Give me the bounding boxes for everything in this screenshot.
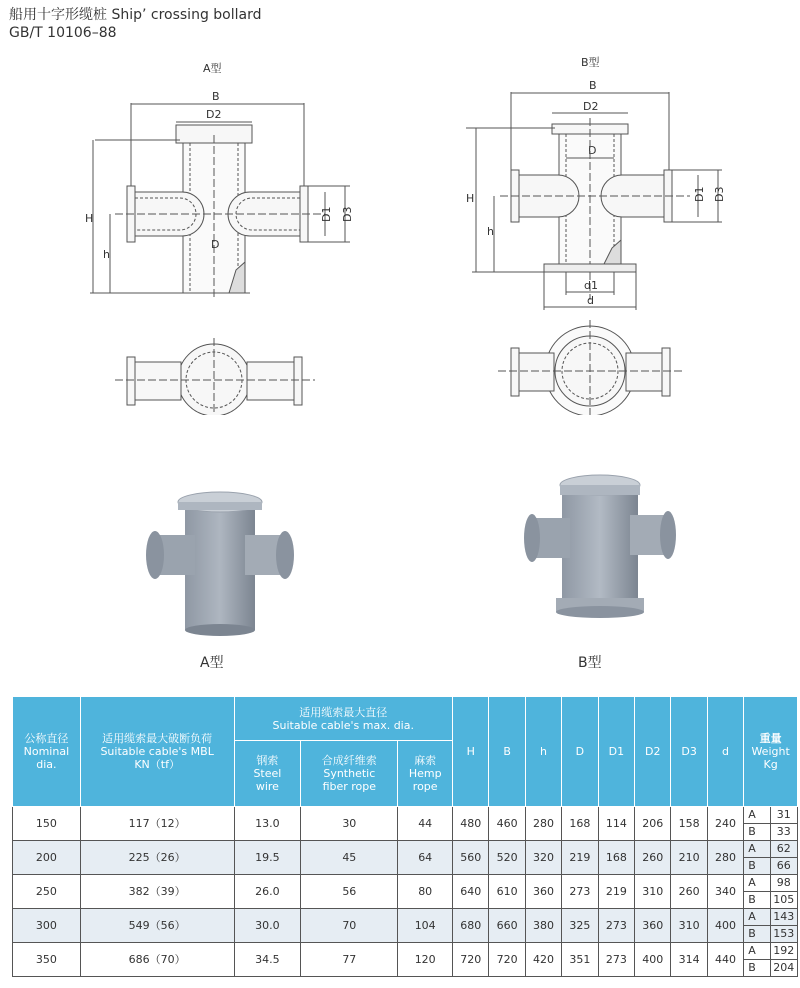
header-hemp-en1: Hemp xyxy=(408,767,442,780)
cell-syn: 45 xyxy=(301,841,398,875)
cell-mbl: 686（70） xyxy=(80,943,234,977)
cell-weight-type-a: A xyxy=(744,909,770,926)
cell-weight-a: 31 xyxy=(770,807,797,824)
title-line-2: GB/T 10106–88 xyxy=(9,25,117,41)
header-cable xyxy=(234,697,452,741)
cell-weight-type-a: A xyxy=(744,807,770,824)
cell-B: 520 xyxy=(489,841,525,875)
cell-weight-b: 153 xyxy=(770,926,797,943)
header-mbl-en1: Suitable cable's MBL xyxy=(100,745,214,758)
header-mbl-cn: 适用缆索最大破断负荷 xyxy=(102,732,213,745)
cell-h: 360 xyxy=(525,875,561,909)
cell-d: 240 xyxy=(707,807,743,841)
header-steel-en2: wire xyxy=(255,780,279,793)
cell-H: 720 xyxy=(453,943,489,977)
type-b-label-d-base: d xyxy=(587,294,594,307)
cell-D2: 206 xyxy=(635,807,671,841)
cell-D2: 400 xyxy=(635,943,671,977)
type-a-label-d1: D1 xyxy=(320,206,333,222)
cell-nominal: 200 xyxy=(13,841,81,875)
cell-D3: 260 xyxy=(671,875,707,909)
type-a-label-h-upper: H xyxy=(85,212,94,225)
table-row xyxy=(13,909,798,926)
header-syn-en1: Synthetic xyxy=(323,767,376,780)
header-syn-en2: fiber rope xyxy=(322,780,377,793)
cell-steel: 26.0 xyxy=(234,875,301,909)
cell-H: 640 xyxy=(453,875,489,909)
cell-mbl: 225（26） xyxy=(80,841,234,875)
cell-steel: 13.0 xyxy=(234,807,301,841)
type-a-title: A型 xyxy=(203,62,222,75)
header-nominal-en1: Nominal xyxy=(23,745,70,758)
cell-hemp: 80 xyxy=(398,875,453,909)
type-b-label-d: D xyxy=(588,144,597,157)
cell-B: 610 xyxy=(489,875,525,909)
cell-weight-a: 62 xyxy=(770,841,797,858)
cell-hemp: 120 xyxy=(398,943,453,977)
type-b-photo xyxy=(520,470,680,630)
header-d3: D3 xyxy=(671,697,707,807)
cell-h: 420 xyxy=(525,943,561,977)
header-h-upper: H xyxy=(453,697,489,807)
table-row xyxy=(13,807,798,824)
header-mbl-en2: KN（tf） xyxy=(134,758,180,771)
header-steel-cn: 钢索 xyxy=(256,754,279,767)
cell-weight-b: 66 xyxy=(770,858,797,875)
cell-d: 280 xyxy=(707,841,743,875)
header-synthetic xyxy=(301,741,398,807)
cell-weight-type-a: A xyxy=(744,841,770,858)
cell-D: 325 xyxy=(562,909,598,943)
cell-weight-b: 204 xyxy=(770,960,797,977)
type-a-label-b: B xyxy=(212,90,220,103)
header-hemp xyxy=(398,741,453,807)
cell-D2: 260 xyxy=(635,841,671,875)
header-mbl xyxy=(80,697,234,807)
cell-steel: 30.0 xyxy=(234,909,301,943)
cell-syn: 56 xyxy=(301,875,398,909)
header-hemp-cn: 麻索 xyxy=(414,754,437,767)
cell-weight-type-b: B xyxy=(744,824,770,841)
header-cable-en: Suitable cable's max. dia. xyxy=(272,718,414,732)
cell-syn: 30 xyxy=(301,807,398,841)
spec-table xyxy=(12,696,798,977)
cell-weight-type-b: B xyxy=(744,960,770,977)
cell-D3: 314 xyxy=(671,943,707,977)
header-d1: D1 xyxy=(598,697,634,807)
cell-mbl: 549（56） xyxy=(80,909,234,943)
type-b-label-d1: D1 xyxy=(693,186,706,202)
cell-H: 680 xyxy=(453,909,489,943)
cell-D: 168 xyxy=(562,807,598,841)
cell-hemp: 64 xyxy=(398,841,453,875)
cell-weight-type-a: A xyxy=(744,943,770,960)
cell-weight-a: 143 xyxy=(770,909,797,926)
header-hemp-en2: rope xyxy=(412,780,438,793)
cell-D: 273 xyxy=(562,875,598,909)
type-b-photo-label: B型 xyxy=(578,655,602,671)
cell-syn: 77 xyxy=(301,943,398,977)
type-b-label-h-upper: H xyxy=(466,192,475,205)
cell-D2: 310 xyxy=(635,875,671,909)
cell-weight-a: 192 xyxy=(770,943,797,960)
cell-D1: 219 xyxy=(598,875,634,909)
cell-D: 351 xyxy=(562,943,598,977)
type-b-label-d3: D3 xyxy=(713,186,726,202)
cell-B: 660 xyxy=(489,909,525,943)
cell-weight-a: 98 xyxy=(770,875,797,892)
type-a-label-d2: D2 xyxy=(206,108,222,121)
cell-h: 320 xyxy=(525,841,561,875)
cell-weight-type-b: B xyxy=(744,858,770,875)
cell-nominal: 350 xyxy=(13,943,81,977)
header-d-lower: d xyxy=(707,697,743,807)
header-weight xyxy=(744,697,798,807)
table-row xyxy=(13,841,798,858)
cell-d: 400 xyxy=(707,909,743,943)
header-d: D xyxy=(562,697,598,807)
cell-weight-type-a: A xyxy=(744,875,770,892)
type-b-label-d2: D2 xyxy=(583,100,599,113)
cell-nominal: 150 xyxy=(13,807,81,841)
type-a-photo xyxy=(140,480,300,640)
cell-B: 720 xyxy=(489,943,525,977)
cell-H: 560 xyxy=(453,841,489,875)
header-b: B xyxy=(489,697,525,807)
cell-nominal: 250 xyxy=(13,875,81,909)
cell-mbl: 117（12） xyxy=(80,807,234,841)
type-b-label-b: B xyxy=(589,79,597,92)
cell-D3: 210 xyxy=(671,841,707,875)
cell-D1: 273 xyxy=(598,943,634,977)
type-a-drawing xyxy=(80,55,380,415)
type-b-label-h-lower: h xyxy=(487,225,494,238)
type-b-label-d1-base: d1 xyxy=(584,279,598,292)
table-row xyxy=(13,943,798,960)
table-row xyxy=(13,875,798,892)
cell-D1: 168 xyxy=(598,841,634,875)
page-title xyxy=(9,6,262,42)
type-b-drawing xyxy=(460,55,760,415)
cell-steel: 19.5 xyxy=(234,841,301,875)
header-cable-cn: 适用缆索最大直径 xyxy=(299,705,388,719)
cell-syn: 70 xyxy=(301,909,398,943)
cell-D1: 114 xyxy=(598,807,634,841)
cell-D1: 273 xyxy=(598,909,634,943)
header-h-lower: h xyxy=(525,697,561,807)
header-d2: D2 xyxy=(635,697,671,807)
header-steel-en1: Steel xyxy=(253,767,282,780)
header-nominal-en2: dia. xyxy=(36,758,57,771)
cell-D: 219 xyxy=(562,841,598,875)
cell-nominal: 300 xyxy=(13,909,81,943)
cell-hemp: 44 xyxy=(398,807,453,841)
header-syn-cn: 合成纤维索 xyxy=(321,754,377,767)
type-a-photo-label: A型 xyxy=(200,655,224,671)
header-steel xyxy=(234,741,301,807)
cell-H: 480 xyxy=(453,807,489,841)
type-a-label-d3: D3 xyxy=(341,206,354,222)
cell-weight-type-b: B xyxy=(744,926,770,943)
cell-weight-b: 33 xyxy=(770,824,797,841)
cell-B: 460 xyxy=(489,807,525,841)
type-a-label-d: D xyxy=(211,238,220,251)
cell-D2: 360 xyxy=(635,909,671,943)
cell-h: 380 xyxy=(525,909,561,943)
type-a-label-h-lower: h xyxy=(103,248,110,261)
cell-D3: 310 xyxy=(671,909,707,943)
cell-weight-b: 105 xyxy=(770,892,797,909)
cell-hemp: 104 xyxy=(398,909,453,943)
cell-d: 340 xyxy=(707,875,743,909)
header-nominal xyxy=(13,697,81,807)
cell-weight-type-b: B xyxy=(744,892,770,909)
header-nominal-cn: 公称直径 xyxy=(24,732,69,745)
cell-D3: 158 xyxy=(671,807,707,841)
type-b-title: B型 xyxy=(581,56,600,69)
title-line-1: 船用十字形缆桩 Ship’ crossing bollard xyxy=(9,7,262,23)
cell-mbl: 382（39） xyxy=(80,875,234,909)
cell-steel: 34.5 xyxy=(234,943,301,977)
cell-d: 440 xyxy=(707,943,743,977)
header-weight-cn: 重量 xyxy=(759,732,782,745)
cell-h: 280 xyxy=(525,807,561,841)
header-weight-unit: Kg xyxy=(763,758,778,771)
header-weight-en: Weight xyxy=(751,745,790,758)
